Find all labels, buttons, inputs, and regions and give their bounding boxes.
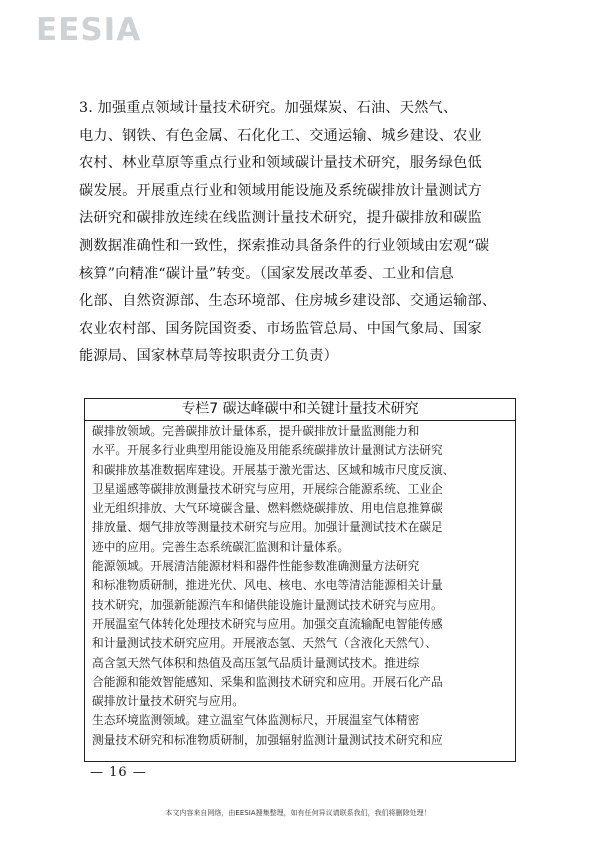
column-box-line: 高含氢天然气体积和热值及高压氢气品质计量测试技术。推进综 bbox=[92, 655, 420, 670]
column-box-line: 迹中的应用。完善生态系统碳汇监测和计量体系。 bbox=[92, 539, 350, 554]
column-box bbox=[84, 398, 516, 762]
column-box-line: 生态环境监测领域。建立温室气体监测标尺，开展温室气体精密 bbox=[92, 713, 420, 728]
main-paragraph-line: 法研究和碳排放连续在线监测计量技术研究，提升碳排放和碳监 bbox=[79, 210, 482, 227]
column-box-line: 能源领域。开展清洁能源材料和器件性能参数准确测量方法研究 bbox=[92, 559, 420, 574]
main-paragraph-line: 农村、林业草原等重点行业和领域碳计量技术研究，服务绿色低 bbox=[79, 155, 482, 172]
main-paragraph-line: 化部、自然资源部、生态环境部、住房城乡建设部、交通运输部、 bbox=[79, 293, 497, 310]
footer-disclaimer: 本文内容来自网络，由EESIA搜集整理，如有任何异议请联系我们，我们将删除处理！ bbox=[165, 809, 431, 817]
column-box-title: 专栏7 碳达峰碳中和关键计量技术研究 bbox=[85, 399, 515, 421]
column-box-line: 合能源和能效智能感知、采集和监测技术研究和应用。开展石化产品 bbox=[92, 674, 443, 689]
page-number: — 16 — bbox=[90, 765, 147, 780]
eesia-watermark-logo: EESIA bbox=[36, 12, 142, 48]
main-paragraph-line: 碳发展。开展重点行业和领域用能设施及系统碳排放计量测试方 bbox=[79, 182, 482, 199]
column-box-line: 碳排放领域。完善碳排放计量体系，提升碳排放计量监测能力和 bbox=[92, 424, 420, 438]
column-box-line: 测量技术研究和标准物质研制，加强辐射监测计量测试技术研究和应 bbox=[92, 732, 443, 747]
column-box-line: 排放量、烟气排放等测量技术研究与应用。加强计量测试技术在碳足 bbox=[92, 520, 443, 535]
column-box-line: 和标准物质研制，推进光伏、风电、核电、水电等清洁能源相关计量 bbox=[92, 578, 443, 593]
column-box-body bbox=[85, 421, 515, 750]
column-box-line: 业无组织排放、大气环境碳含量、燃料燃烧碳排放、用电信息推算碳 bbox=[92, 501, 443, 516]
column-box-line: 卫星遥感等碳排放测量技术研究与应用，开展综合能源系统、工业企 bbox=[92, 481, 443, 496]
main-paragraph-text bbox=[79, 95, 519, 371]
column-box-line: 技术研究，加强新能源汽车和储供能设施计量测试技术研究与应用。 bbox=[92, 597, 443, 612]
column-box-line: 开展温室气体转化处理技术研究与应用。加强交直流输配电智能传感 bbox=[92, 616, 443, 631]
main-paragraph-line: 核算”向精准“碳计量”转变。（国家发展改革委、工业和信息 bbox=[79, 265, 454, 282]
main-paragraph-line: 电力、钢铁、有色金属、石化化工、交通运输、城乡建设、农业 bbox=[79, 127, 482, 144]
column-box-line: 碳排放计量技术研究与应用。 bbox=[92, 694, 244, 709]
main-paragraph bbox=[79, 95, 519, 371]
main-paragraph-line: 农业农村部、国务院国资委、市场监管总局、中国气象局、国家 bbox=[79, 320, 482, 337]
column-box-line: 和碳排放基准数据库建设。开展基于激光雷达、区域和城市尺度反演、 bbox=[92, 462, 455, 477]
column-box-line: 和计量测试技术研究应用。开展液态氢、天然气（含液化天然气）、 bbox=[92, 636, 437, 651]
main-paragraph-line: 3. 加强重点领域计量技术研究。加强煤炭、石油、天然气、 bbox=[79, 100, 458, 116]
main-paragraph-line: 测数据准确性和一致性，探索推动具备条件的行业领域由宏观“碳 bbox=[79, 237, 490, 254]
main-paragraph-line: 能源局、国家林草局等按职责分工负责） bbox=[79, 348, 338, 365]
column-box-line: 水平。开展多行业典型用能设施及用能系统碳排放计量测试方法研究 bbox=[92, 443, 443, 458]
